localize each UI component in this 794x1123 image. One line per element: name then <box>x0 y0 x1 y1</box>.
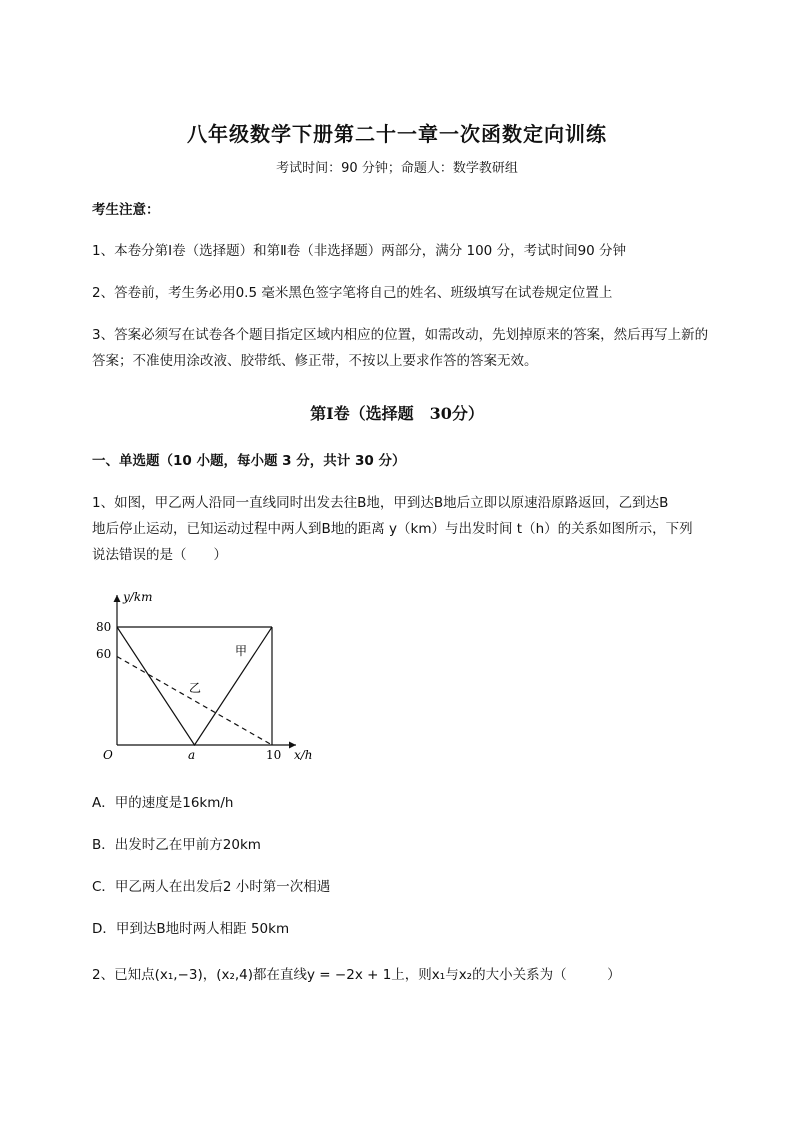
question-1-line-3: 说法错误的是（ ） <box>92 547 227 563</box>
series-label-jia: 甲 <box>235 644 248 658</box>
y-axis-label: y/km <box>123 590 153 604</box>
x-tick-label-a: a <box>188 748 196 762</box>
question-1-line-1: 1、如图，甲乙两人沿同一直线同时出发去往B地，甲到达B地后立即以原速沿原路返回，乙到达B <box>92 495 669 511</box>
y-tick-label-60: 60 <box>96 647 112 661</box>
page-subtitle: 考试时间：90 分钟；命题人：数学教研组 <box>276 161 518 176</box>
section-title: 第Ⅰ卷（选择题 30分） <box>310 404 484 423</box>
distance-time-graph <box>90 585 330 770</box>
question-1-option-a: A．甲的速度是16km/h <box>92 795 234 811</box>
part-heading: 一、单选题（10 小题，每小题 3 分，共计 30 分） <box>92 453 406 469</box>
question-1-option-b: B．出发时乙在甲前方20km <box>92 837 261 853</box>
notice-heading: 考生注意： <box>92 202 160 218</box>
x-axis-label: x/h <box>294 748 313 762</box>
x-tick-label-10: 10 <box>266 748 282 762</box>
question-1-line-2: 地后停止运动，已知运动过程中两人到B地的距离 y（km）与出发时间 t（h）的关系如图所示，下列 <box>92 521 693 537</box>
origin-label: O <box>103 748 113 762</box>
series-line-2 <box>117 657 272 746</box>
notice-item-3: 3、答案必须写在试卷各个题目指定区域内相应的位置，如需改动，先划掉原来的答案，然后再写上新的答案；不准使用涂改液、胶带纸、修正带，不按以上要求作答的答案无效。 <box>92 327 709 369</box>
series-label-yi: 乙 <box>189 681 202 695</box>
page-title: 八年级数学下册第二十一章一次函数定向训练 <box>187 122 607 146</box>
notice-item-2: 2、答卷前，考生务必用0.5 毫米黑色签字笔将自己的姓名、班级填写在试卷规定位置上 <box>92 285 613 301</box>
question-2-text: 2、已知点(x₁,−3)，(x₂,4)都在直线y = −2x + 1上，则x₁与x₂的大小关系为（ ） <box>92 967 621 983</box>
question-1-option-d: D．甲到达B地时两人相距 50km <box>92 921 290 937</box>
notice-item-1: 1、本卷分第Ⅰ卷（选择题）和第Ⅱ卷（非选择题）两部分，满分 100 分，考试时间90 分钟 <box>92 243 627 259</box>
y-tick-label-80: 80 <box>96 620 112 634</box>
question-1-option-c: C．甲乙两人在出发后2 小时第一次相遇 <box>92 879 331 895</box>
